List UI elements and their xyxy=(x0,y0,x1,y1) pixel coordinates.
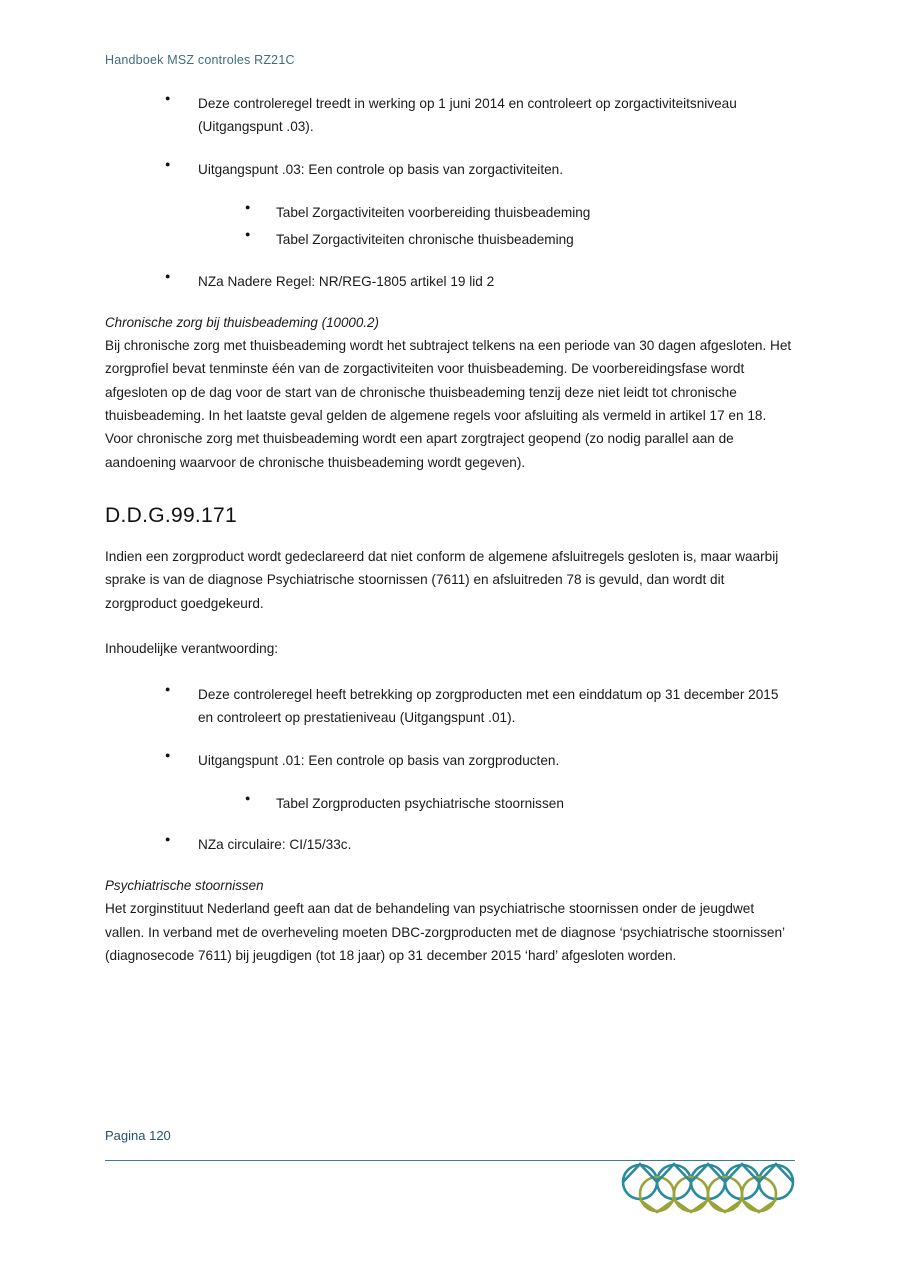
list-item: ● Uitgangspunt .01: Een controle op basis van zorgproducten. xyxy=(105,749,795,772)
list-item: ● NZa circulaire: CI/15/33c. xyxy=(105,833,795,856)
organization-logo-icon xyxy=(612,1158,797,1220)
bullet-list-b xyxy=(105,683,795,772)
paragraph-psychiatrische-stoornissen: Het zorginstituut Nederland geeft aan dat de behandeling van psychiatrische stoornissen onder de jeugdwet vallen. In verband met de overheveling moeten DBC-zorgproducten met de diagnose ‘psychiatrische stoornissen’ (diagnosecode 7611) bij jeugdigen (tot 18 jaar) op 31 december 2015 ‘hard’ afgesloten worden. xyxy=(105,901,785,963)
paragraph-chronische-zorg: Bij chronische zorg met thuisbeademing wordt het subtraject telkens na een periode van 30 dagen afgesloten. Het zorgprofiel bevat tenminste één van de zorgactiviteiten voor thuisbeademing. De voorbereidingsfase wordt afgesloten op de dag voor de start van de chronische thuisbeademing tenzij deze niet leidt tot chronische thuisbeademing. In het laatste geval gelden de algemene regels voor afsluiting als vermeld in artikel 17 en 18. Voor chronische zorg met thuisbeademing wordt een apart zorgtraject geopend (zo nodig parallel aan de aandoening waarvoor de chronische thuisbeademing wordt gegeven). xyxy=(105,337,792,470)
subheading-chronische-zorg: Chronische zorg bij thuisbeademing (10000.2) xyxy=(105,314,379,330)
sub-bullet-list-b xyxy=(105,792,795,815)
list-item: ● Deze controleregel heeft betrekking op zorgproducten met een einddatum op 31 december 2015 en controleert op prestatieniveau (Uitgangspunt .01). xyxy=(105,683,795,729)
running-header: Handboek MSZ controles RZ21C xyxy=(105,53,295,67)
bullet-list-b-last xyxy=(105,833,795,856)
sub-bullet-list-a xyxy=(105,201,795,251)
footer-page-number: Pagina 120 xyxy=(105,1128,171,1143)
page-title: D.D.G.99.171 xyxy=(105,504,237,528)
list-item: ● Tabel Zorgactiviteiten chronische thuisbeademing xyxy=(105,228,795,251)
list-item: ● NZa Nadere Regel: NR/REG-1805 artikel 19 lid 2 xyxy=(105,270,795,293)
subheading-psychiatrische-stoornissen: Psychiatrische stoornissen xyxy=(105,878,264,894)
list-item: ● Uitgangspunt .03: Een controle op basis van zorgactiviteiten. xyxy=(105,158,795,181)
lead-in-text: Inhoudelijke verantwoording: xyxy=(105,641,279,657)
page-content xyxy=(105,92,795,989)
paragraph-intro: Indien een zorgproduct wordt gedeclareerd dat niet conform de algemene afsluitregels gesloten is, maar waarbij sprake is van de diagnose Psychiatrische stoornissen (7611) en afsluitreden 78 is gevuld, dan wordt dit zorgproduct goedgekeurd. xyxy=(105,549,779,611)
bullet-list-a xyxy=(105,92,795,181)
list-item: ● Deze controleregel treedt in werking op 1 juni 2014 en controleert op zorgactiviteitsniveau (Uitgangspunt .03). xyxy=(105,92,795,138)
list-item: ● Tabel Zorgactiviteiten voorbereiding thuisbeademing xyxy=(105,201,795,224)
bullet-list-a-last xyxy=(105,270,795,293)
list-item: ● Tabel Zorgproducten psychiatrische stoornissen xyxy=(105,792,795,815)
